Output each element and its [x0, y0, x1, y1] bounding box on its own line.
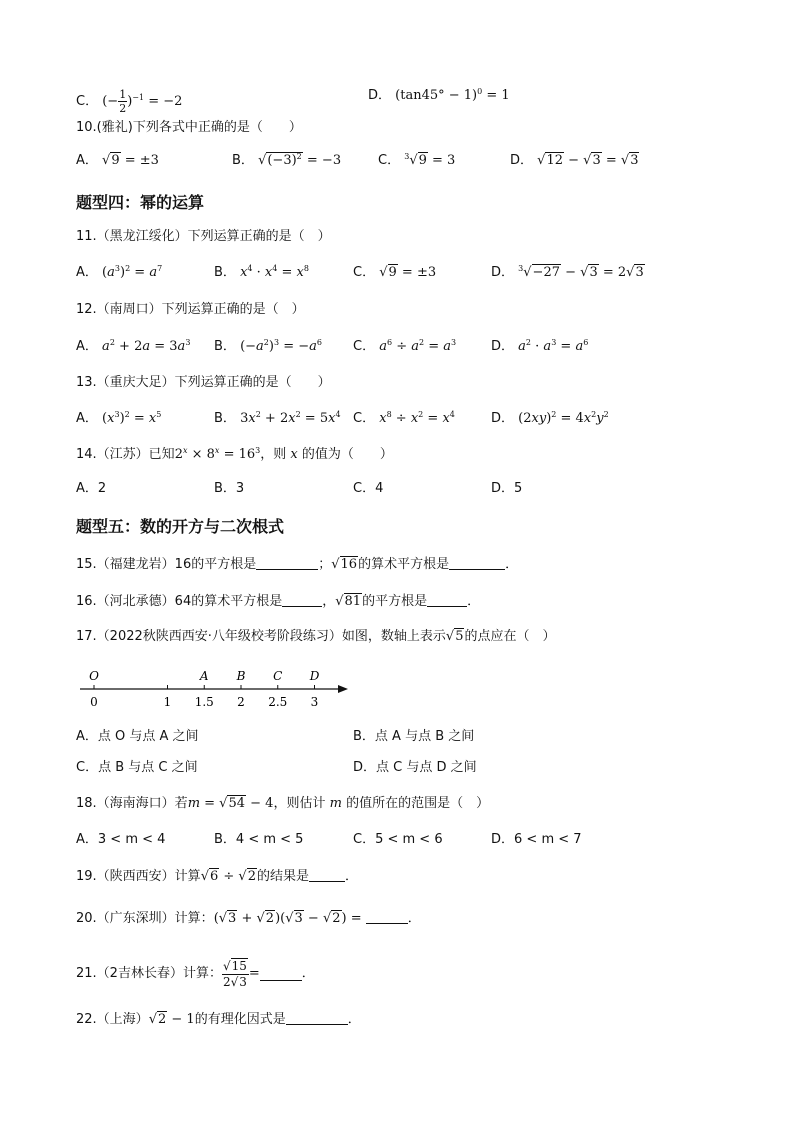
stem-text: 的值所在的范围是（ ）	[346, 796, 490, 811]
q12-option-a	[76, 339, 190, 355]
option-label: A．	[76, 153, 98, 168]
number-line-figure	[76, 664, 366, 712]
math-expression: $a^2 + 2a = 3a^3$	[102, 338, 191, 354]
option-label: B．	[232, 153, 254, 168]
q14-option-a: A．2	[76, 481, 107, 496]
stem-text: 的平方根是	[362, 594, 428, 609]
math-expression: √9 = ±3	[102, 153, 159, 168]
stem-text: ，则估计	[273, 796, 326, 811]
section-heading-4: 题型四：幂的运算	[76, 193, 205, 212]
number-line-point-label-c: C	[273, 669, 283, 683]
option-label: C．	[378, 153, 401, 168]
math-expression: $(-a^2)^3 = -a^6$	[240, 338, 322, 354]
math-expression: $(x^3)^2 = x^5$	[102, 410, 162, 426]
option-label: C．	[353, 411, 376, 426]
stem-text: 16.（河北承德）64的算术平方根是	[76, 594, 283, 609]
math-expression: $√(-3)^2 = -3$	[258, 152, 342, 168]
q14-option-c: C．4	[353, 481, 384, 496]
q13-option-b	[214, 411, 341, 427]
answer-blank[interactable]	[256, 557, 318, 570]
stem-text: ．	[505, 557, 519, 572]
number-line-tick-label: 0	[90, 695, 98, 709]
q18-option-b: B．4 < m < 5	[214, 832, 304, 847]
q11-stem: 11.（黑龙江绥化）下列运算正确的是（ ）	[76, 229, 331, 244]
option-label: C．	[353, 339, 376, 354]
answer-blank[interactable]	[309, 869, 345, 882]
q13-stem: 13.（重庆大足）下列运算正确的是（ ）	[76, 375, 331, 390]
math-expression: √2 − 1	[148, 1012, 195, 1027]
math-expression: (√3 + √2)(√3 − √2) =	[213, 911, 366, 926]
q14-option-b: B．3	[214, 481, 245, 496]
option-label: A．	[76, 265, 98, 280]
stem-text: 的点应在（ ）	[464, 629, 556, 644]
number-line-point-label-a: A	[199, 669, 209, 683]
q14-option-d: D．5	[491, 481, 523, 496]
q11-option-a	[76, 265, 162, 281]
stem-text: ．	[467, 594, 481, 609]
q10-option-d	[510, 153, 639, 169]
q18-option-a: A．3 < m < 4	[76, 832, 166, 847]
math-fraction: $\frac{√15}{2√3}$	[222, 958, 247, 989]
q17-option-d: D．点 C 与点 D 之间	[353, 760, 477, 775]
option-label: B．	[214, 265, 236, 280]
q17-option-c: C．点 B 与点 C 之间	[76, 760, 198, 775]
q18-option-c: C．5 < m < 6	[353, 832, 443, 847]
q10-option-c	[378, 153, 455, 169]
option-label: D．	[491, 339, 515, 354]
math-expression: √81	[335, 594, 362, 609]
q11-option-b	[214, 265, 309, 281]
q17-option-b: B．点 A 与点 B 之间	[353, 729, 475, 744]
stem-text: 18.（海南海口）若	[76, 796, 188, 811]
number-line-tick-label: 3	[310, 695, 319, 709]
answer-blank[interactable]	[427, 594, 467, 607]
number-line-tick-label: 1.5	[194, 695, 214, 709]
q9-option-c	[76, 88, 182, 115]
math-variable: x	[286, 447, 302, 462]
math-expression: $2^x \times 8^x = 16^3$	[174, 446, 261, 462]
option-label: C．	[353, 265, 376, 280]
math-variable: m	[325, 796, 347, 811]
q12-option-b	[214, 339, 322, 355]
q11-option-c	[353, 265, 436, 281]
option-label: A．	[76, 411, 98, 426]
stem-text: ．	[345, 869, 359, 884]
q21-stem	[76, 956, 315, 992]
math-expression: $a^2 \cdot a^3 = a^6$	[518, 338, 589, 354]
stem-text: 的算术平方根是	[358, 557, 450, 572]
q14-stem	[76, 447, 393, 463]
math-expression: √5	[445, 629, 464, 644]
math-expression: √12 − √3 = √3	[537, 153, 639, 168]
q18-stem	[76, 796, 489, 812]
q10-option-b	[232, 153, 341, 169]
math-expression: (− $\frac{1}{2}$ )$^{-1}$ = −2	[102, 88, 183, 115]
math-expression: √6 ÷ √2	[200, 869, 256, 884]
q10-stem: 10.(雅礼)下列各式中正确的是（ ）	[76, 120, 302, 135]
q10-option-a	[76, 153, 159, 169]
q15-stem	[76, 557, 518, 573]
stem-text: 22.（上海）	[76, 1012, 149, 1027]
stem-text: 15.（福建龙岩）16的平方根是	[76, 557, 257, 572]
q22-stem	[76, 1012, 361, 1028]
answer-blank[interactable]	[260, 968, 302, 981]
stem-text: 21.（2吉林长春）计算：	[76, 966, 222, 981]
answer-blank[interactable]	[449, 557, 505, 570]
math-expression: m = √54 − 4	[187, 796, 274, 811]
option-label: B．	[214, 411, 236, 426]
q17-option-a: A．点 O 与点 A 之间	[76, 729, 199, 744]
option-label: D．	[510, 153, 534, 168]
stem-text: 20.（广东深圳）计算：	[76, 911, 214, 926]
number-line-tick-label: 2.5	[268, 695, 288, 709]
q11-option-d	[491, 265, 645, 281]
number-line-arrow	[338, 685, 348, 693]
stem-text: 19.（陕西西安）计算	[76, 869, 201, 884]
q17-stem	[76, 629, 556, 645]
option-label: D．	[491, 411, 515, 426]
stem-text: 的有理化因式是	[194, 1012, 286, 1027]
q13-option-a	[76, 411, 161, 427]
q13-option-d	[491, 411, 609, 427]
math-expression: $a^6 \div a^2 = a^3$	[379, 338, 457, 354]
math-expression: $^3$√−27 − √3 = 2√3	[518, 264, 644, 280]
stem-text: 的结果是	[257, 869, 310, 884]
q18-option-d: D．6 < m < 7	[491, 832, 582, 847]
number-line-point-label-o: O	[89, 669, 99, 683]
stem-text: ；	[318, 557, 332, 572]
q12-option-d	[491, 339, 588, 355]
answer-blank[interactable]	[282, 594, 322, 607]
math-expression: $^3$√9 = 3	[404, 152, 456, 168]
stem-text: ．	[347, 1012, 361, 1027]
q19-stem	[76, 869, 358, 885]
math-expression: √9 = ±3	[379, 265, 437, 280]
option-label: D．	[491, 265, 515, 280]
number-line-point-label-d: D	[309, 669, 320, 683]
math-equals: =	[248, 966, 260, 981]
q12-stem: 12.（南周口）下列运算正确的是（ ）	[76, 302, 305, 317]
stem-text: 的值为（ ）	[301, 447, 393, 462]
option-label: C．	[76, 94, 99, 109]
stem-text: ．	[301, 966, 315, 981]
math-expression: √16	[331, 557, 358, 572]
stem-text: ．	[407, 911, 421, 926]
q20-stem	[76, 911, 421, 927]
stem-text: 17.（2022秋陕西西安·八年级校考阶段练习）如图，数轴上表示	[76, 629, 446, 644]
section-heading-5: 题型五：数的开方与二次根式	[76, 517, 285, 536]
math-expression: $3x^2 + 2x^2 = 5x^4$	[240, 410, 341, 426]
number-line-tick-label: 2	[237, 695, 245, 709]
number-line-point-label-b: B	[236, 669, 246, 683]
option-label: D．	[368, 88, 392, 103]
stem-text: ，	[322, 594, 336, 609]
math-expression: $x^8 \div x^2 = x^4$	[379, 410, 455, 426]
q9-option-d	[368, 88, 510, 104]
stem-text: ，则	[260, 447, 287, 462]
q13-option-c	[353, 411, 455, 427]
option-label: B．	[214, 339, 236, 354]
answer-blank[interactable]	[286, 1012, 348, 1025]
option-label: A．	[76, 339, 98, 354]
stem-text: 14.（江苏）已知	[76, 447, 175, 462]
math-expression: $x^4 \cdot x^4 = x^8$	[240, 264, 309, 280]
number-line-tick-label: 1	[163, 695, 172, 709]
answer-blank[interactable]	[366, 911, 408, 924]
math-expression: $(a^3)^2 = a^7$	[102, 264, 163, 280]
math-expression: $(\tan 45^\circ - 1)^0 = 1$	[395, 87, 510, 103]
q16-stem	[76, 594, 480, 610]
q12-option-c	[353, 339, 456, 355]
math-expression: $(2xy)^2 = 4x^2y^2$	[518, 410, 609, 426]
